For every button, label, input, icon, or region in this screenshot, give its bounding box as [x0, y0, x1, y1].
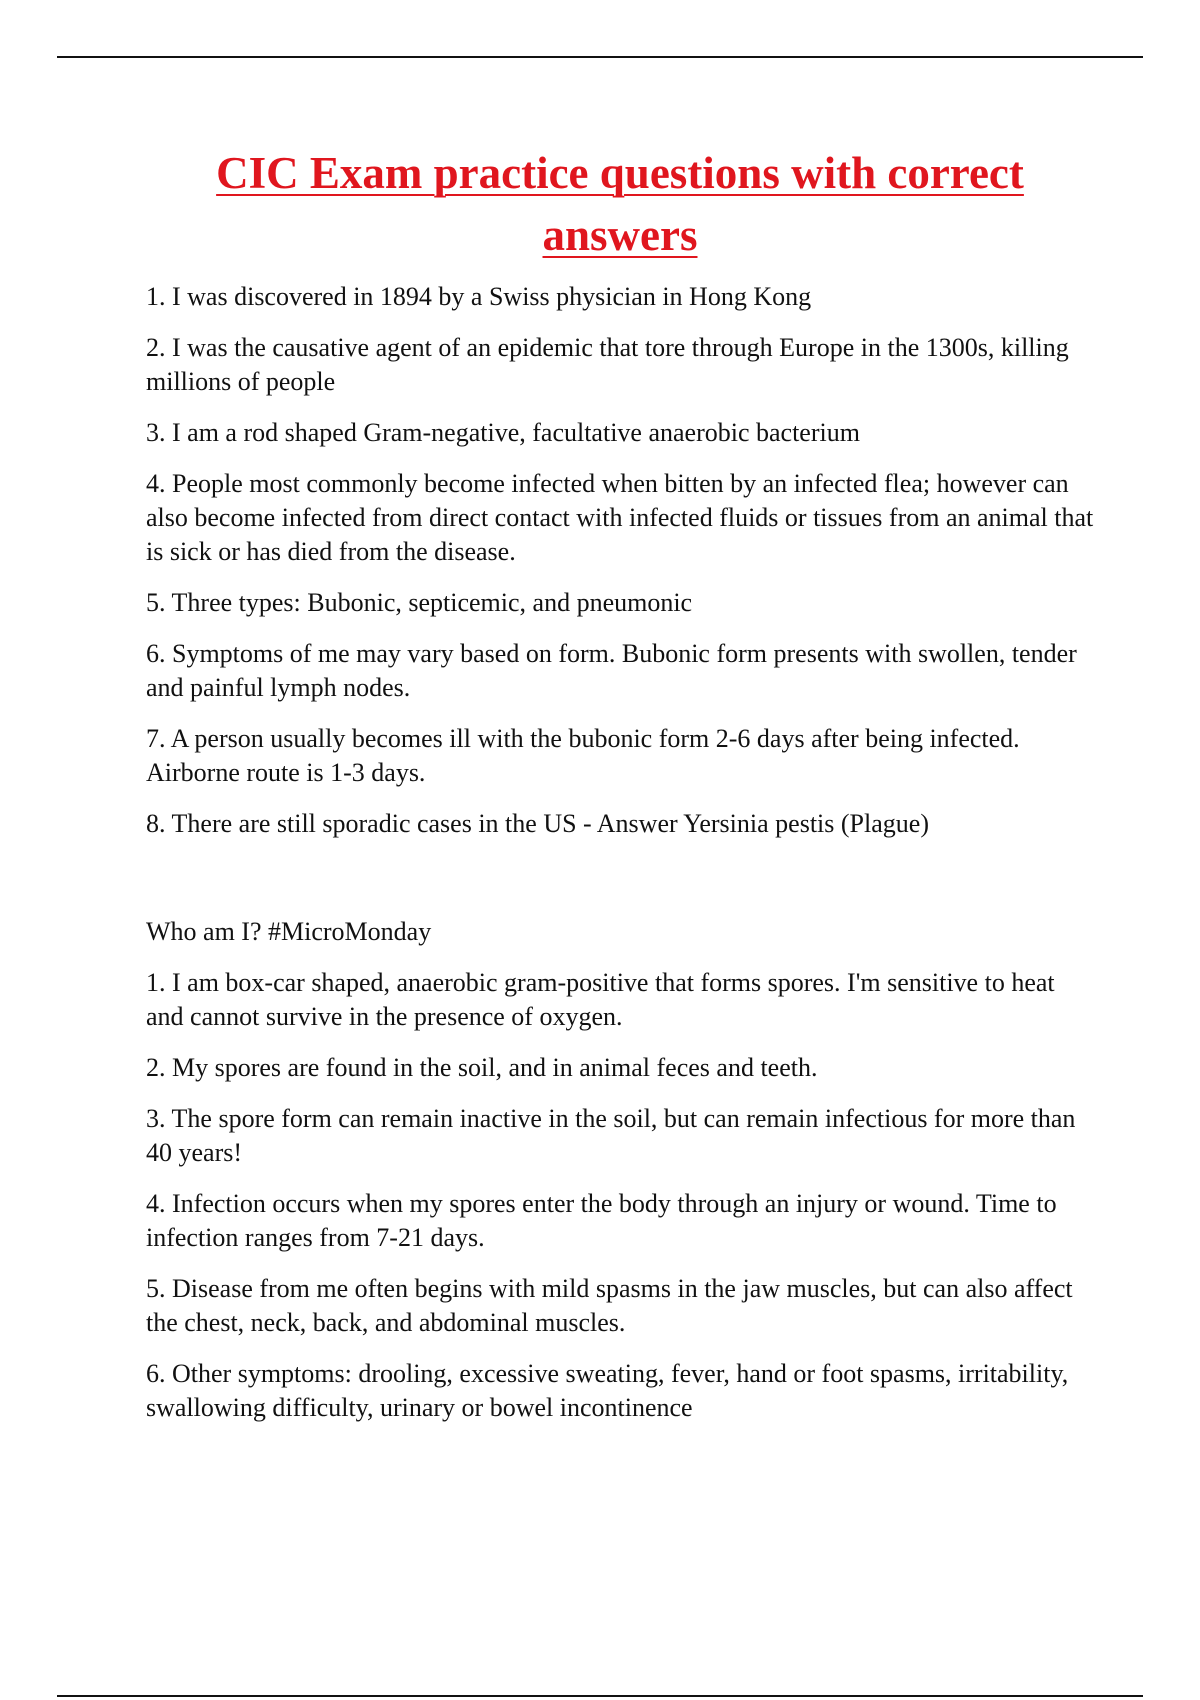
list-item: 2. I was the causative agent of an epidemic that tore through Europe in the 1300s, killing millions of people — [146, 333, 1069, 396]
header-rule — [57, 56, 1143, 58]
list-item: 2. My spores are found in the soil, and in animal feces and teeth. — [146, 1053, 818, 1082]
list-item: 3. I am a rod shaped Gram-negative, facultative anaerobic bacterium — [146, 418, 860, 447]
question-list-micromonday — [146, 966, 1096, 1442]
section-heading: Who am I? #MicroMonday — [146, 917, 432, 946]
list-item: 5. Three types: Bubonic, septicemic, and pneumonic — [146, 588, 693, 617]
list-item: 1. I was discovered in 1894 by a Swiss physician in Hong Kong — [146, 282, 812, 311]
footer-rule — [57, 1695, 1143, 1697]
list-item: 4. People most commonly become infected when bitten by an infected flea; however can also become infected from direct contact with infected fluids or tissues from an animal that is sick or has died from the disease. — [146, 469, 1094, 566]
list-item: 4. Infection occurs when my spores enter the body through an injury or wound. Time to infection ranges from 7-21 days. — [146, 1189, 1057, 1252]
list-item: 8. There are still sporadic cases in the US - Answer Yersinia pestis (Plague) — [146, 809, 929, 838]
list-item: 7. A person usually becomes ill with the bubonic form 2-6 days after being infected. Airborne route is 1-3 days. — [146, 724, 1020, 787]
list-item: 1. I am box-car shaped, anaerobic gram-positive that forms spores. I'm sensitive to heat and cannot survive in the presence of oxygen. — [146, 968, 1055, 1031]
question-list-plague — [146, 280, 1096, 858]
list-item: 6. Other symptoms: drooling, excessive sweating, fever, hand or foot spasms, irritability, swallowing difficulty, urinary or bowel incontinence — [146, 1359, 1069, 1422]
list-item: 6. Symptoms of me may vary based on form. Bubonic form presents with swollen, tender and painful lymph nodes. — [146, 639, 1077, 702]
page-title: CIC Exam practice questions with correct answers — [216, 148, 1024, 260]
list-item: 3. The spore form can remain inactive in the soil, but can remain infectious for more than 40 years! — [146, 1104, 1076, 1167]
list-item: 5. Disease from me often begins with mild spasms in the jaw muscles, but can also affect the chest, neck, back, and abdominal muscles. — [146, 1274, 1073, 1337]
